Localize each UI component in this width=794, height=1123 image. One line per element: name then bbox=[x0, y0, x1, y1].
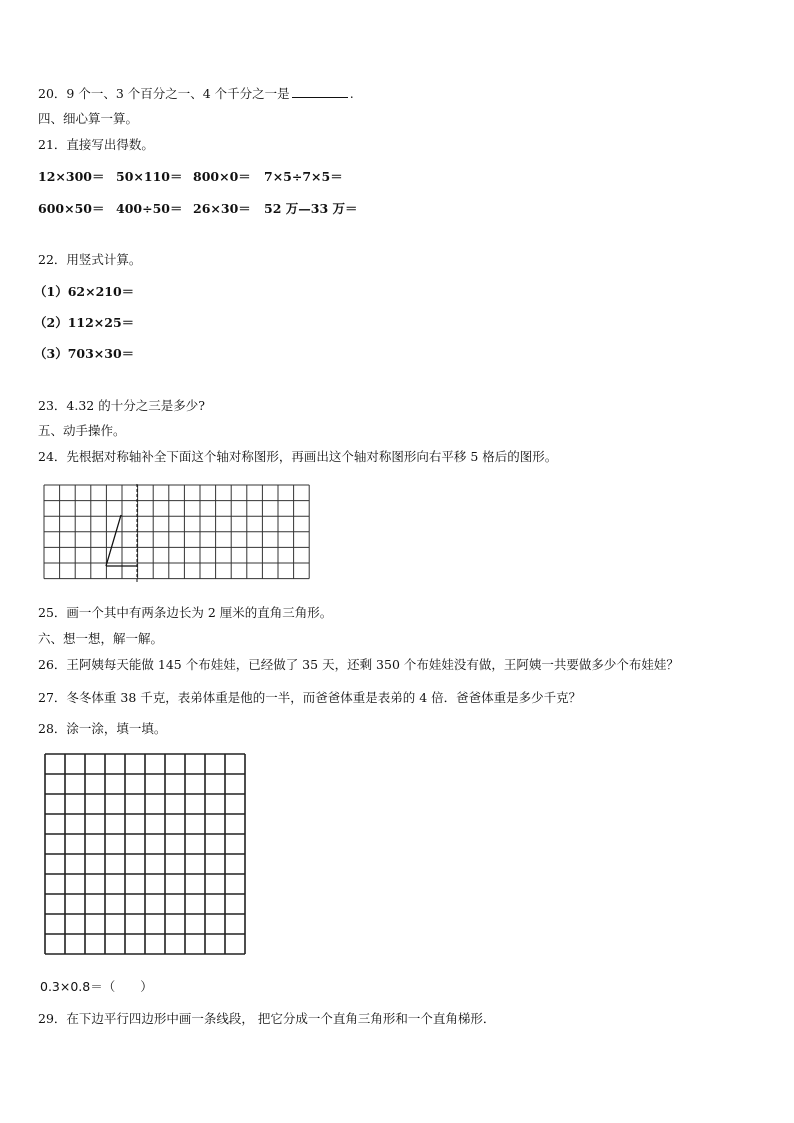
vertical-calc-item: （2）112×25＝ bbox=[34, 315, 135, 330]
question-21-title: 21．直接写出得数。 bbox=[38, 137, 154, 152]
question-22-title: 22．用竖式计算。 bbox=[38, 252, 142, 267]
figure-slant-edge bbox=[106, 515, 121, 566]
calc-item: 26×30＝ bbox=[193, 201, 251, 216]
calc-item: 50×110＝ bbox=[116, 169, 183, 184]
vertical-calc-item: （1）62×210＝ bbox=[34, 284, 135, 299]
answer-blank[interactable] bbox=[292, 86, 348, 98]
question-29: 29．在下边平行四边形中画一条线段， 把它分成一个直角三角形和一个直角梯形． bbox=[38, 1011, 496, 1026]
section-5-heading: 五、动手操作。 bbox=[38, 423, 126, 438]
question-26: 26．王阿姨每天能做 145 个布娃娃，已经做了 35 天，还剩 350 个布娃娃没有做，王阿姨一共要做多少个布娃娃？ bbox=[38, 657, 679, 672]
calc-item: 400÷50＝ bbox=[116, 201, 183, 216]
calc-item: 7×5÷7×5＝ bbox=[264, 169, 343, 184]
question-25: 25．画一个其中有两条边长为 2 厘米的直角三角形。 bbox=[38, 605, 333, 620]
calc-item: 52 万—33 万＝ bbox=[264, 201, 358, 216]
question-28-title: 28．涂一涂，填一填。 bbox=[38, 721, 167, 736]
question-24: 24．先根据对称轴补全下面这个轴对称图形，再画出这个轴对称图形向右平移 5 格后的图形。 bbox=[38, 449, 558, 464]
calc-item: 600×50＝ bbox=[38, 201, 105, 216]
section-4-heading: 四、细心算一算。 bbox=[38, 111, 139, 126]
section-6-heading: 六、想一想，解一解。 bbox=[38, 631, 164, 646]
calc-item: 12×300＝ bbox=[38, 169, 105, 184]
question-20-text: 20．9 个一、3 个百分之一、4 个千分之一是 bbox=[38, 86, 290, 101]
symmetry-grid[interactable] bbox=[43, 484, 311, 584]
question-23: 23．4.32 的十分之三是多少? bbox=[38, 398, 205, 413]
vertical-calc-item: （3）703×30＝ bbox=[34, 346, 135, 361]
question-27: 27．冬冬体重 38 千克，表弟体重是他的一半，而爸爸体重是表弟的 4 倍．爸爸体重是多少千克？ bbox=[38, 690, 582, 705]
question-20 bbox=[38, 84, 354, 102]
question-28-formula: 0.3×0.8＝（ ） bbox=[40, 979, 153, 994]
calc-item: 800×0＝ bbox=[193, 169, 251, 184]
question-20-tail: . bbox=[349, 86, 354, 101]
coloring-grid[interactable] bbox=[43, 752, 249, 958]
